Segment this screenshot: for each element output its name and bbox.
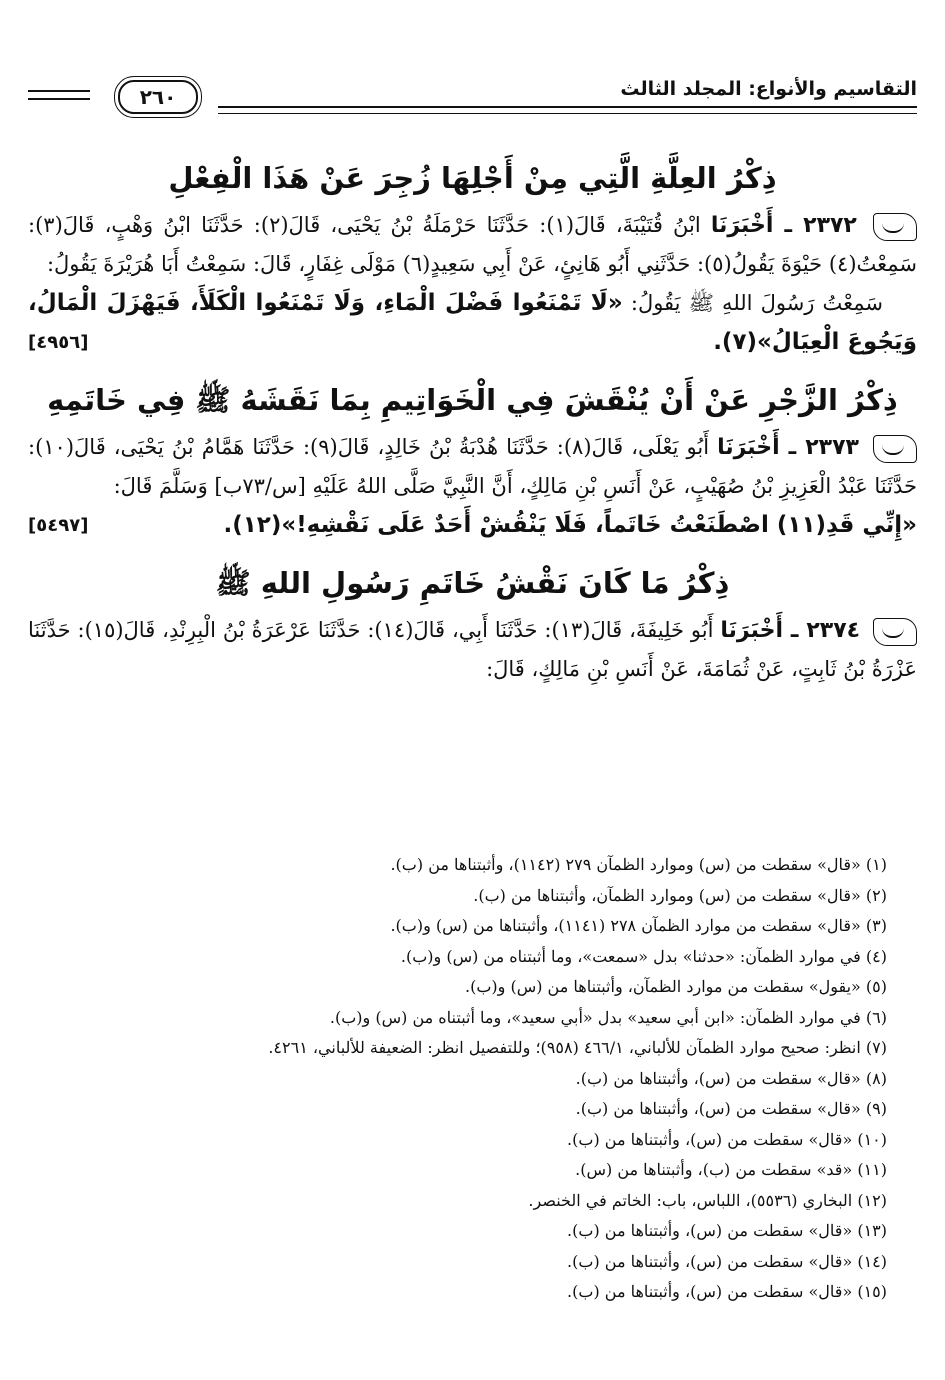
footnote: (٥) «يقول» سقطت من موارد الظمآن، وأثبتناها من (س) و(ب). [465,977,887,996]
footnote: (١١) «قد» سقطت من (ب)، وأثبتناها من (س). [575,1160,887,1179]
footnote: (١٠) «قال» سقطت من (س)، وأثبتناها من (ب). [567,1129,887,1149]
hadith-reference: [٤٩٥٦] [28,332,89,353]
hadith-number: ٢٣٧٤ ـ أَخْبَرَنَا [720,618,861,643]
hadith-isnad [28,206,917,284]
header-rule-left [28,98,90,100]
hadith-marker-icon [873,618,917,646]
hadith-marker-icon [873,435,917,463]
footnote: (٢) «قال» سقطت من (س) وموارد الظمآن، وأثبتناها من (ب). [473,885,887,905]
isnad-text: أَبُو يَعْلَى، قَالَ(٨): حَدَّثَنَا هُدْبَةُ بْنُ خَالِدٍ، قَالَ(٩): حَدَّثَنَا هَمَّامُ بْنُ يَحْيَى، قَالَ(١٠): حَدَّثَنَا عَبْدُ الْعَزِيزِ بْنُ صُهَيْبٍ، عَنْ أَنَسِ بْنِ مَالِكٍ، أَنَّ النَّبِيَّ صَلَّى اللهُ عَلَيْهِ [س/٧٣ب] وَسَلَّمَ قَالَ: [28,435,917,498]
main-text [28,140,917,689]
section-heading: ذِكْرُ الزَّجْرِ عَنْ أَنْ يُنْقَشَ فِي الْخَوَاتِيمِ بِمَا نَقَشَهُ ﷺ فِي خَاتَمِهِ [47,383,898,417]
hadith-isnad [28,611,917,689]
hadith-number: ٢٣٧٢ ـ أَخْبَرَنَا [710,213,857,238]
footnote: (٧) انظر: صحيح موارد الظمآن للألباني، ٤٦٦/١ (٩٥٨)؛ وللتفصيل انظر: الضعيفة للألباني، ٤٢٦١. [268,1038,887,1057]
footnote: (٣) «قال» سقطت من موارد الظمآن ٢٧٨ (١١٤١)، وأثبتناها من (س) و(ب). [390,916,887,935]
header-rule-left [28,90,90,92]
running-title: التقاسيم والأنواع: المجلد الثالث [620,78,917,100]
footnote: (١) «قال» سقطت من (س) وموارد الظمآن ٢٧٩ (١١٤٢)، وأثبتناها من (ب). [390,855,887,874]
footnote: (٦) في موارد الظمآن: «ابن أبي سعيد» بدل «أبي سعيد»، وما أثبتناه من (س) و(ب). [329,1007,887,1027]
header-rule-thin [218,113,917,114]
hadith-matn [28,506,917,545]
section-heading: ذِكْرُ مَا كَانَ نَقْشُ خَاتَمِ رَسُولِ اللهِ ﷺ [215,566,730,600]
isnad-text: أَبُو خَلِيفَةَ، قَالَ(١٣): حَدَّثَنَا أَبِي، قَالَ(١٤): حَدَّثَنَا عَرْعَرَةُ بْنُ الْبِرِنْدِ، قَالَ(١٥): حَدَّثَنَا عَزْرَةُ بْنُ ثَابِتٍ، عَنْ ثُمَامَةَ، عَنْ أَنَسِ بْنِ مَالِكٍ، قَالَ: [28,618,917,681]
footnote: (١٢) البخاري (٥٥٣٦)، اللباس، باب: الخاتم في الخنصر. [528,1190,887,1210]
footnote: (١٤) «قال» سقطت من (س)، وأثبتناها من (ب). [567,1251,887,1271]
page-header [28,76,917,124]
header-rule [218,106,917,108]
footnote: (١٣) «قال» سقطت من (س)، وأثبتناها من (ب). [567,1221,887,1240]
page-number: ٢٦٠ [118,80,198,114]
hadith-matn [28,284,917,362]
footnote: (٤) في موارد الظمآن: «حدثنا» بدل «سمعت»، وما أثبتناه من (س) و(ب). [400,946,887,966]
matn-text: «إِنِّي قَدِ(١١) اصْطَنَعْتُ خَاتَماً، فَلَا يَنْقُشْ أَحَدٌ عَلَى نَقْشِهِ!»(١٢). [223,512,917,538]
hadith-isnad [28,428,917,506]
matn-intro: سَمِعْتُ رَسُولَ اللهِ ﷺ يَقُولُ: [630,291,883,315]
footnote: (١٥) «قال» سقطت من (س)، وأثبتناها من (ب). [567,1282,887,1301]
footnote: (٩) «قال» سقطت من (س)، وأثبتناها من (ب). [575,1099,887,1118]
hadith-reference: [٥٤٩٧] [28,515,89,536]
matn-text: «لَا تَمْنَعُوا فَضْلَ الْمَاءِ، وَلَا تَمْنَعُوا الْكَلَأَ، فَيَهْزَلَ الْمَالُ، وَيَجُوعَ الْعِيَالُ»(٧). [28,290,917,355]
footnotes [58,850,887,1308]
hadith-number: ٢٣٧٣ ـ أَخْبَرَنَا [717,435,859,460]
footnote: (٨) «قال» سقطت من (س)، وأثبتناها من (ب). [575,1068,887,1088]
hadith-marker-icon [873,213,917,241]
isnad-text: ابْنُ قُتَيْبَةَ، قَالَ(١): حَدَّثَنَا حَرْمَلَةُ بْنُ يَحْيَى، قَالَ(٢): حَدَّثَنَا ابْنُ وَهْبٍ، قَالَ(٣): سَمِعْتُ(٤) حَيْوَةَ يَقُولُ(٥): حَدَّثَنِي أَبُو هَانِئٍ، عَنْ أَبِي سَعِيدٍ(٦) مَوْلَى غِفَارٍ، قَالَ: سَمِعْتُ أَبَا هُرَيْرَةَ يَقُولُ: [28,213,917,276]
section-heading: ذِكْرُ العِلَّةِ الَّتِي مِنْ أَجْلِهَا زُجِرَ عَنْ هَذَا الْفِعْلِ [168,161,777,195]
